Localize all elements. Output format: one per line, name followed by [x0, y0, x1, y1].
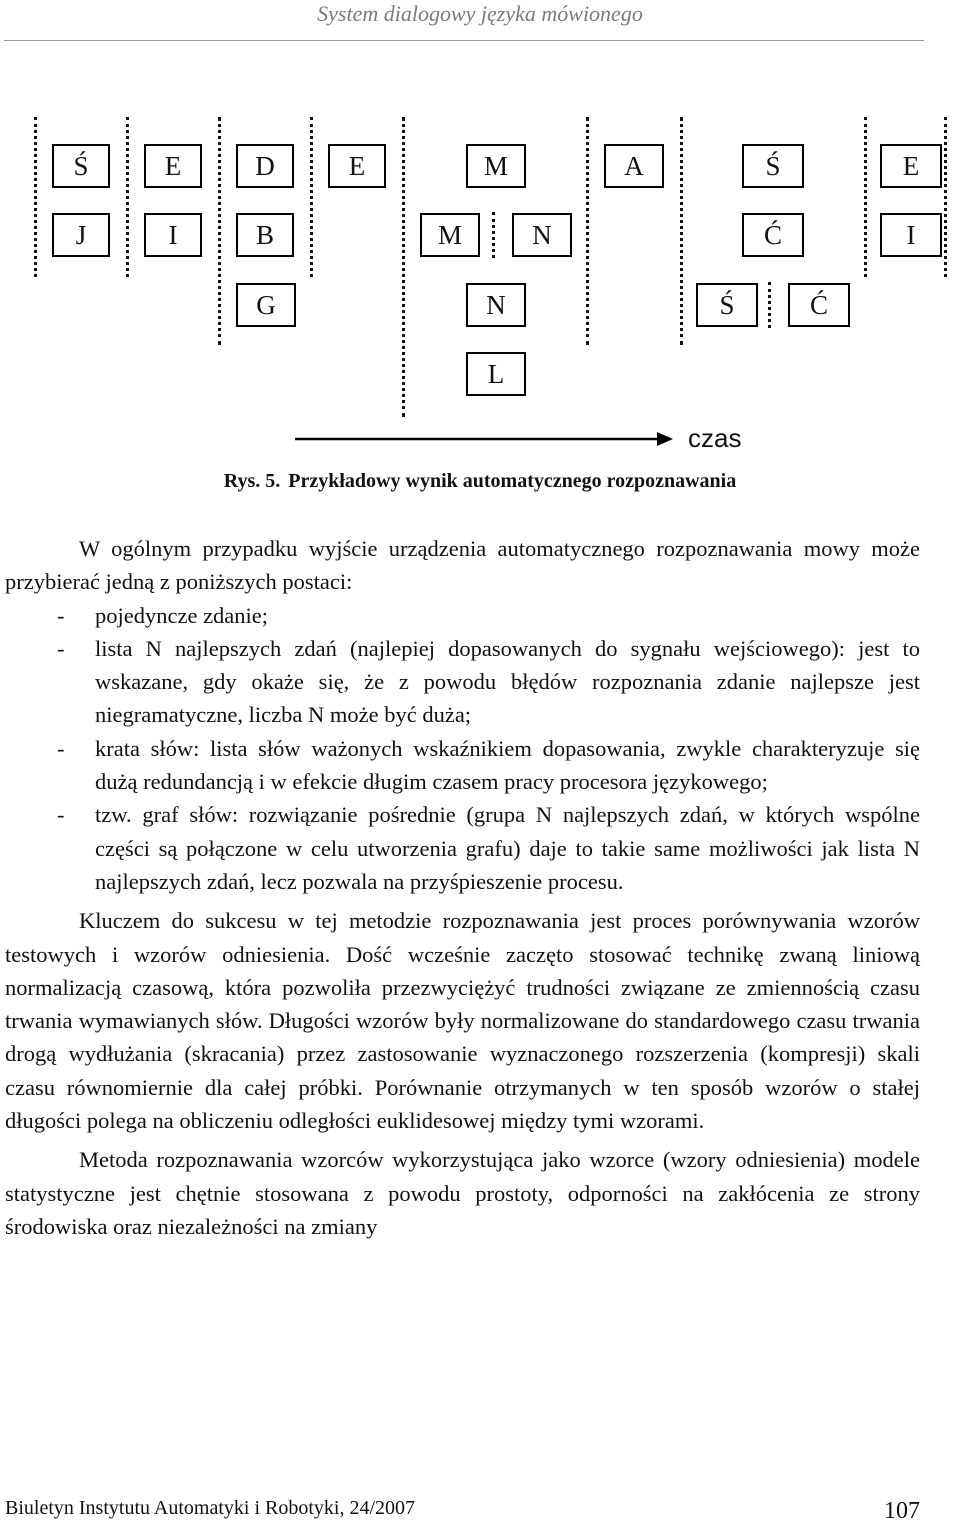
lattice-node: D — [236, 144, 294, 188]
lattice-node: L — [466, 352, 526, 396]
time-arrow-icon — [295, 428, 675, 448]
list-marker: - — [57, 635, 65, 661]
lattice-node: Ć — [742, 213, 804, 257]
lattice-node: E — [328, 144, 386, 188]
list-marker: - — [57, 802, 65, 828]
segment-boundary — [310, 117, 313, 277]
lattice-node: I — [144, 213, 202, 257]
lattice-node: J — [52, 213, 110, 257]
lattice-node: I — [880, 213, 942, 257]
segment-boundary — [218, 117, 221, 345]
segment-boundary — [586, 117, 589, 345]
segment-boundary — [768, 282, 771, 328]
lattice-node: A — [604, 144, 664, 188]
segment-boundary — [864, 117, 867, 277]
segment-boundary — [492, 212, 495, 258]
body-text — [5, 532, 920, 1243]
segment-boundary — [34, 117, 37, 277]
list-marker: - — [57, 602, 65, 628]
figure-caption-text: Przykładowy wynik automatycznego rozpoznawania — [288, 470, 737, 492]
list-item — [5, 798, 920, 898]
paragraph-matching: Kluczem do sukcesu w tej metodzie rozpoznawania jest proces porównywania wzorów testowych i wzorów odniesienia. Dość wcześnie zaczęto stosować technikę zwaną liniową normalizacją czasową, która pozwoliła przezwyciężyć trudności związane ze zmiennością czasu trwania wymawianych słów. Długości wzorów były normalizowane do standardowego czasu trwania drogą wydłużania (skracania) przez zastosowanie wyznaczonego rozszerzenia (kompresji) skali czasu równomiernie dla całej próbki. Porównanie otrzymanych w ten sposób wzorów o stałej długości polega na obliczeniu odległości euklidesowej między tymi wzorami. — [5, 908, 920, 1134]
output-forms-list — [5, 599, 920, 899]
list-item-text: krata słów: lista słów ważonych wskaźnikiem dopasowania, zwykle charakteryzuje się dużą redundancją i w efekcie długim czasem pracy procesora językowego; — [95, 735, 920, 795]
page-number: 107 — [884, 1498, 920, 1524]
list-item — [5, 632, 920, 732]
segment-boundary — [680, 117, 683, 345]
list-item — [5, 599, 920, 632]
intro-paragraph: W ogólnym przypadku wyjście urządzenia automatycznego rozpoznawania mowy może przybierać jedną z poniższych postaci: — [5, 536, 920, 595]
header-rule — [4, 40, 924, 41]
segment-boundary — [402, 117, 405, 417]
journal-footer: Biuletyn Instytutu Automatyki i Robotyki, 24/2007 — [5, 1497, 416, 1519]
lattice-node: Ś — [742, 144, 804, 188]
lattice-node: B — [236, 213, 294, 257]
segment-boundary — [944, 117, 947, 277]
lattice-node: Ć — [788, 283, 850, 327]
lattice-node: Ś — [696, 283, 758, 327]
list-marker: - — [57, 735, 65, 761]
lattice-node: G — [236, 283, 296, 327]
figure-caption-number: Rys. 5. — [223, 470, 281, 492]
figure-caption — [0, 468, 960, 494]
lattice-node: E — [880, 144, 942, 188]
lattice-node: M — [420, 213, 480, 257]
list-item-text: tzw. graf słów: rozwiązanie pośrednie (grupa N najlepszych zdań, w których wspólne części są połączone w celu utworzenia grafu) daje to takie same możliwości jak lista N najlepszych zdań, lecz pozwala na przyśpieszenie procesu. — [95, 802, 920, 894]
time-axis-label: czas — [688, 423, 742, 453]
segment-boundary — [126, 117, 129, 277]
lattice-node: Ś — [52, 144, 110, 188]
list-item-text: pojedyncze zdanie; — [95, 602, 269, 628]
list-item-text: lista N najlepszych zdań (najlepiej dopasowanych do sygnału wejściowego): jest to wskazane, gdy okaże się, że z powodu błędów rozpoznania zdanie najlepsze jest niegramatyczne, liczba N może być duża; — [95, 635, 920, 728]
lattice-node: M — [466, 144, 526, 188]
lattice-node: N — [512, 213, 572, 257]
list-item — [5, 732, 920, 799]
running-header: System dialogowy języka mówionego — [317, 1, 643, 26]
lattice-node: N — [466, 283, 526, 327]
lattice-node: E — [144, 144, 202, 188]
paragraph-statistical-models: Metoda rozpoznawania wzorców wykorzystująca jako wzorce (wzory odniesienia) modele statystyczne jest chętnie stosowana z powodu prostoty, odporności na zakłócenia ze strony środowiska oraz niezależności na zmiany — [5, 1147, 920, 1239]
